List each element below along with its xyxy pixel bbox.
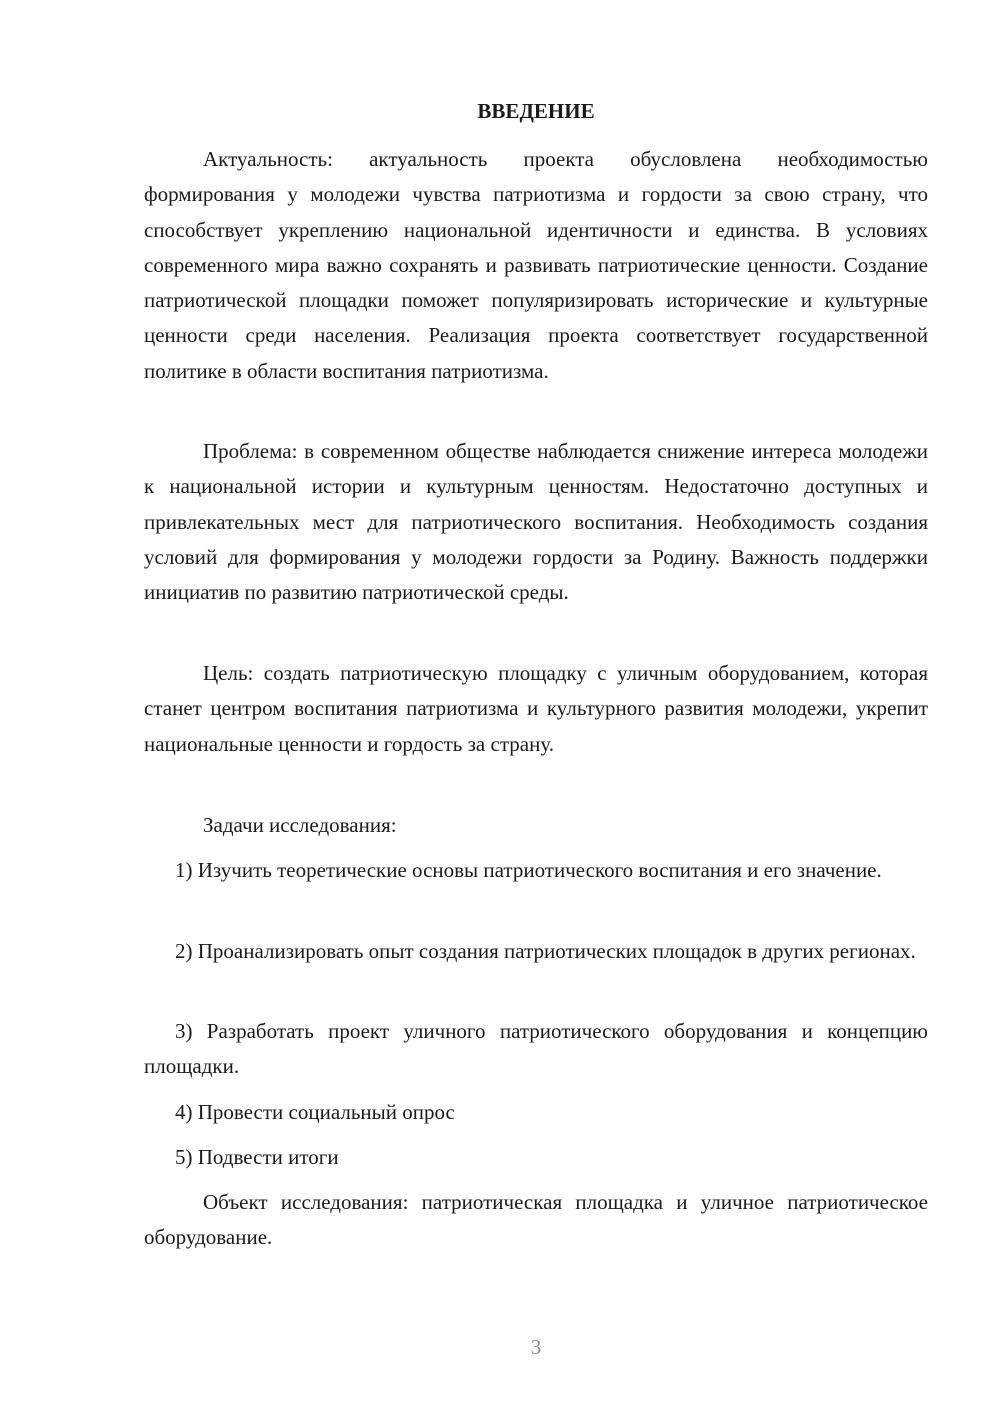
goal-paragraph: Цель: создать патриотическую площадку с уличным оборудованием, которая станет центром воспитания патриотизма и культурного развития молодежи, укрепит национальные ценности и гордость за страну.: [144, 661, 928, 756]
page-number: 3: [530, 1335, 542, 1359]
task-item-4: 4) Провести социальный опрос: [175, 1100, 455, 1124]
task-item-1: 1) Изучить теоретические основы патриотического воспитания и его значение.: [175, 858, 882, 882]
tasks-heading: Задачи исследования:: [203, 813, 397, 837]
document-page: [144, 0, 928, 1414]
relevance-paragraph: Актуальность: актуальность проекта обусловлена необходимостью формирования у молодежи чувства патриотизма и гордости за свою страну, что способствует укреплению национальной идентичности и единства. В условиях современного мира важно сохранять и развивать патриотические ценности. Создание патриотической площадки поможет популяризировать исторические и культурные ценности среди населения. Реализация проекта соответствует государственной политике в области воспитания патриотизма.: [144, 147, 928, 383]
task-item-2: 2) Проанализировать опыт создания патриотических площадок в других регионах.: [175, 939, 916, 963]
task-item-3: 3) Разработать проект уличного патриотического оборудования и концепцию площадки.: [144, 1019, 928, 1079]
object-paragraph: Объект исследования: патриотическая площадка и уличное патриотическое оборудование.: [144, 1190, 928, 1250]
task-item-5: 5) Подвести итоги: [175, 1145, 339, 1169]
section-title: ВВЕДЕНИЕ: [477, 99, 595, 123]
problem-paragraph: Проблема: в современном обществе наблюдается снижение интереса молодежи к национальной истории и культурным ценностям. Недостаточно доступных и привлекательных мест для патриотического воспитания. Необходимость создания условий для формирования у молодежи гордости за Родину. Важность поддержки инициатив по развитию патриотической среды.: [144, 439, 928, 605]
